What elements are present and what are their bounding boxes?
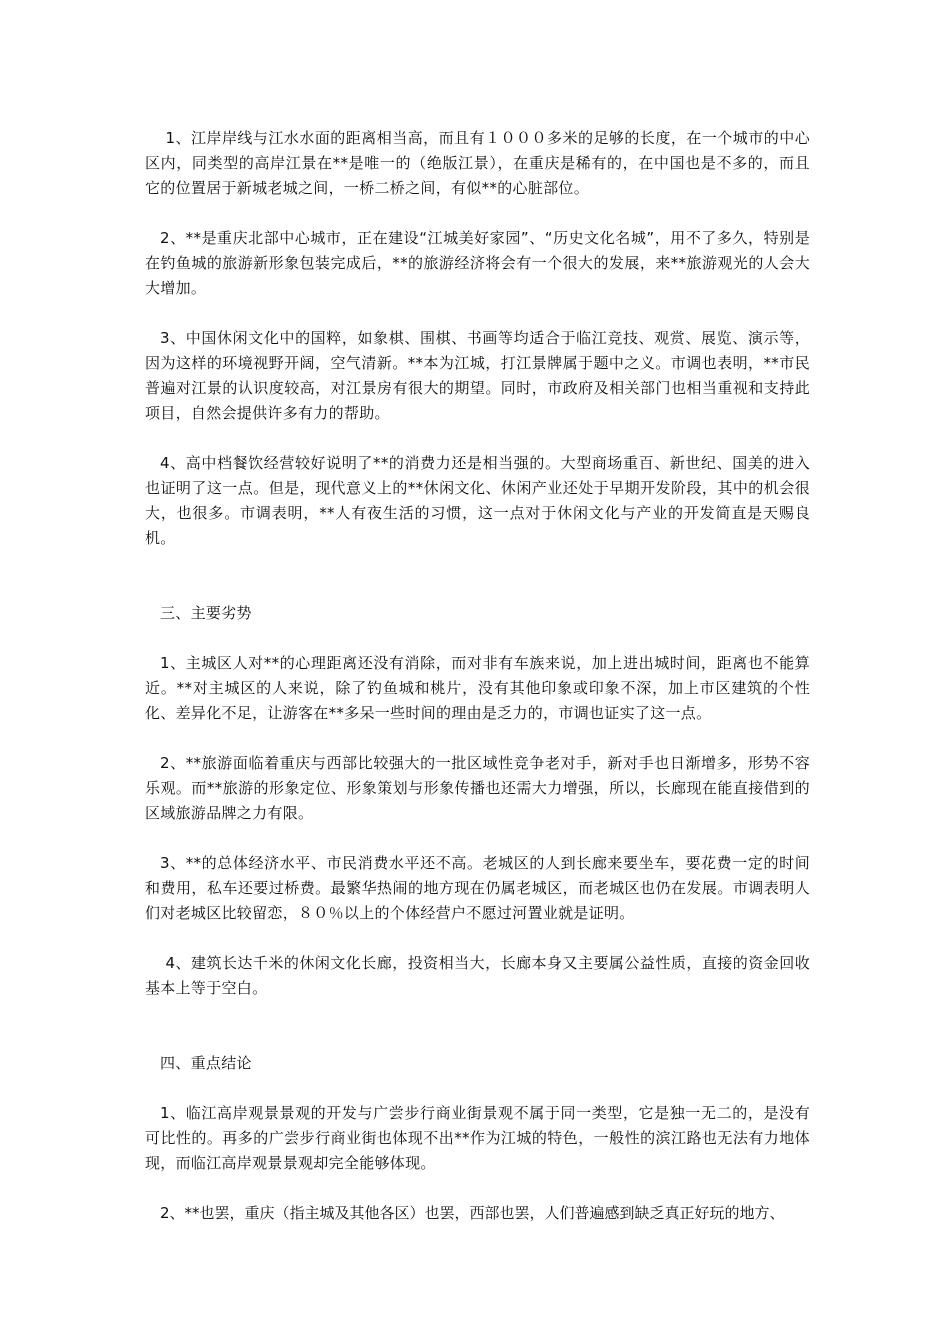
advantage-paragraph-3: 3、中国休闲文化中的国粹，如象棋、围棋、书画等均适合于临江竞技、观赏、展览、演示等，因为这样的环境视野开阔，空气清新。**本为江城，打江景牌属于题中之义。市调也表明，**市民普遍对江景的认识度较高，对江景房有很大的期望。同时，市政府及相关部门也相当重视和支持此项目，自然会提供许多有力的帮助。	[145, 329, 810, 422]
advantage-paragraph-2: 2、**是重庆北部中心城市，正在建设“江城美好家园”、“历史文化名城”，用不了多久，特别是在钓鱼城的旅游新形象包装完成后，**的旅游经济将会有一个很大的发展，来**旅游观光的人会大大增加。	[145, 229, 810, 297]
advantage-paragraph-4: 4、高中档餐饮经营较好说明了**的消费力还是相当强的。大型商场重百、新世纪、国美的进入也证明了这一点。但是，现代意义上的**休闲文化、休闲产业还处于早期开发阶段，其中的机会很大，也很多。市调表明，**人有夜生活的习惯，这一点对于休闲文化与产业的开发简直是天赐良机。	[145, 454, 810, 547]
conclusion-paragraph-2: 2、**也罢，重庆（指主城及其他各区）也罢，西部也罢，人们普遍感到缺乏真正好玩的地方、	[160, 1204, 785, 1222]
paragraph-gap	[145, 626, 810, 651]
section-heading-conclusions: 四、重点结论	[160, 1054, 252, 1072]
paragraph-gap	[145, 301, 810, 326]
conclusion-paragraph-1: 1、临江高岸观景景观的开发与广尝步行商业街景观不属于同一类型，它是独一无二的，是没有可比性的。再多的广尝步行商业街也体现不出**作为江城的特色，一般性的滨江路也无法有力地体现，而临江高岸观景景观却完全能够体现。	[145, 1104, 810, 1172]
section-gap	[145, 551, 810, 601]
paragraph-gap	[145, 426, 810, 451]
paragraph-gap	[145, 1176, 810, 1201]
document-page	[145, 126, 810, 1226]
advantage-paragraph-1: 1、江岸岸线与江水水面的距离相当高，而且有１０００多米的足够的长度，在一个城市的中心区内，同类型的高岸江景在**是唯一的（绝版江景），在重庆是稀有的，在中国也是不多的，而且它的位置居于新城老城之间，一桥二桥之间，有似**的心脏部位。	[145, 129, 810, 197]
disadvantage-paragraph-3: 3、**的总体经济水平、市民消费水平还不高。老城区的人到长廊来要坐车，要花费一定的时间和费用，私车还要过桥费。最繁华热闹的地方现在仍属老城区，而老城区也仍在发展。市调表明人们对老城区比较留恋，８０％以上的个体经营户不愿过河置业就是证明。	[145, 854, 810, 922]
paragraph-gap	[145, 201, 810, 226]
section-gap	[145, 1001, 810, 1051]
paragraph-gap	[145, 826, 810, 851]
disadvantage-paragraph-1: 1、主城区人对**的心理距离还没有消除，而对非有车族来说，加上进出城时间，距离也不能算近。**对主城区的人来说，除了钓鱼城和桃片，没有其他印象或印象不深，加上市区建筑的个性化、差异化不足，让游客在**多呆一些时间的理由是乏力的，市调也证实了这一点。	[145, 654, 810, 722]
disadvantage-paragraph-2: 2、**旅游面临着重庆与西部比较强大的一批区域性竞争老对手，新对手也日渐增多，形势不容乐观。而**旅游的形象定位、形象策划与形象传播也还需大力增强，所以，长廊现在能直接借到的区域旅游品牌之力有限。	[145, 754, 810, 822]
paragraph-gap	[145, 726, 810, 751]
disadvantage-paragraph-4: 4、建筑长达千米的休闲文化长廊，投资相当大，长廊本身又主要属公益性质，直接的资金回收基本上等于空白。	[145, 954, 810, 997]
paragraph-gap	[145, 926, 810, 951]
section-heading-disadvantages: 三、主要劣势	[160, 604, 252, 622]
paragraph-gap	[145, 1076, 810, 1101]
